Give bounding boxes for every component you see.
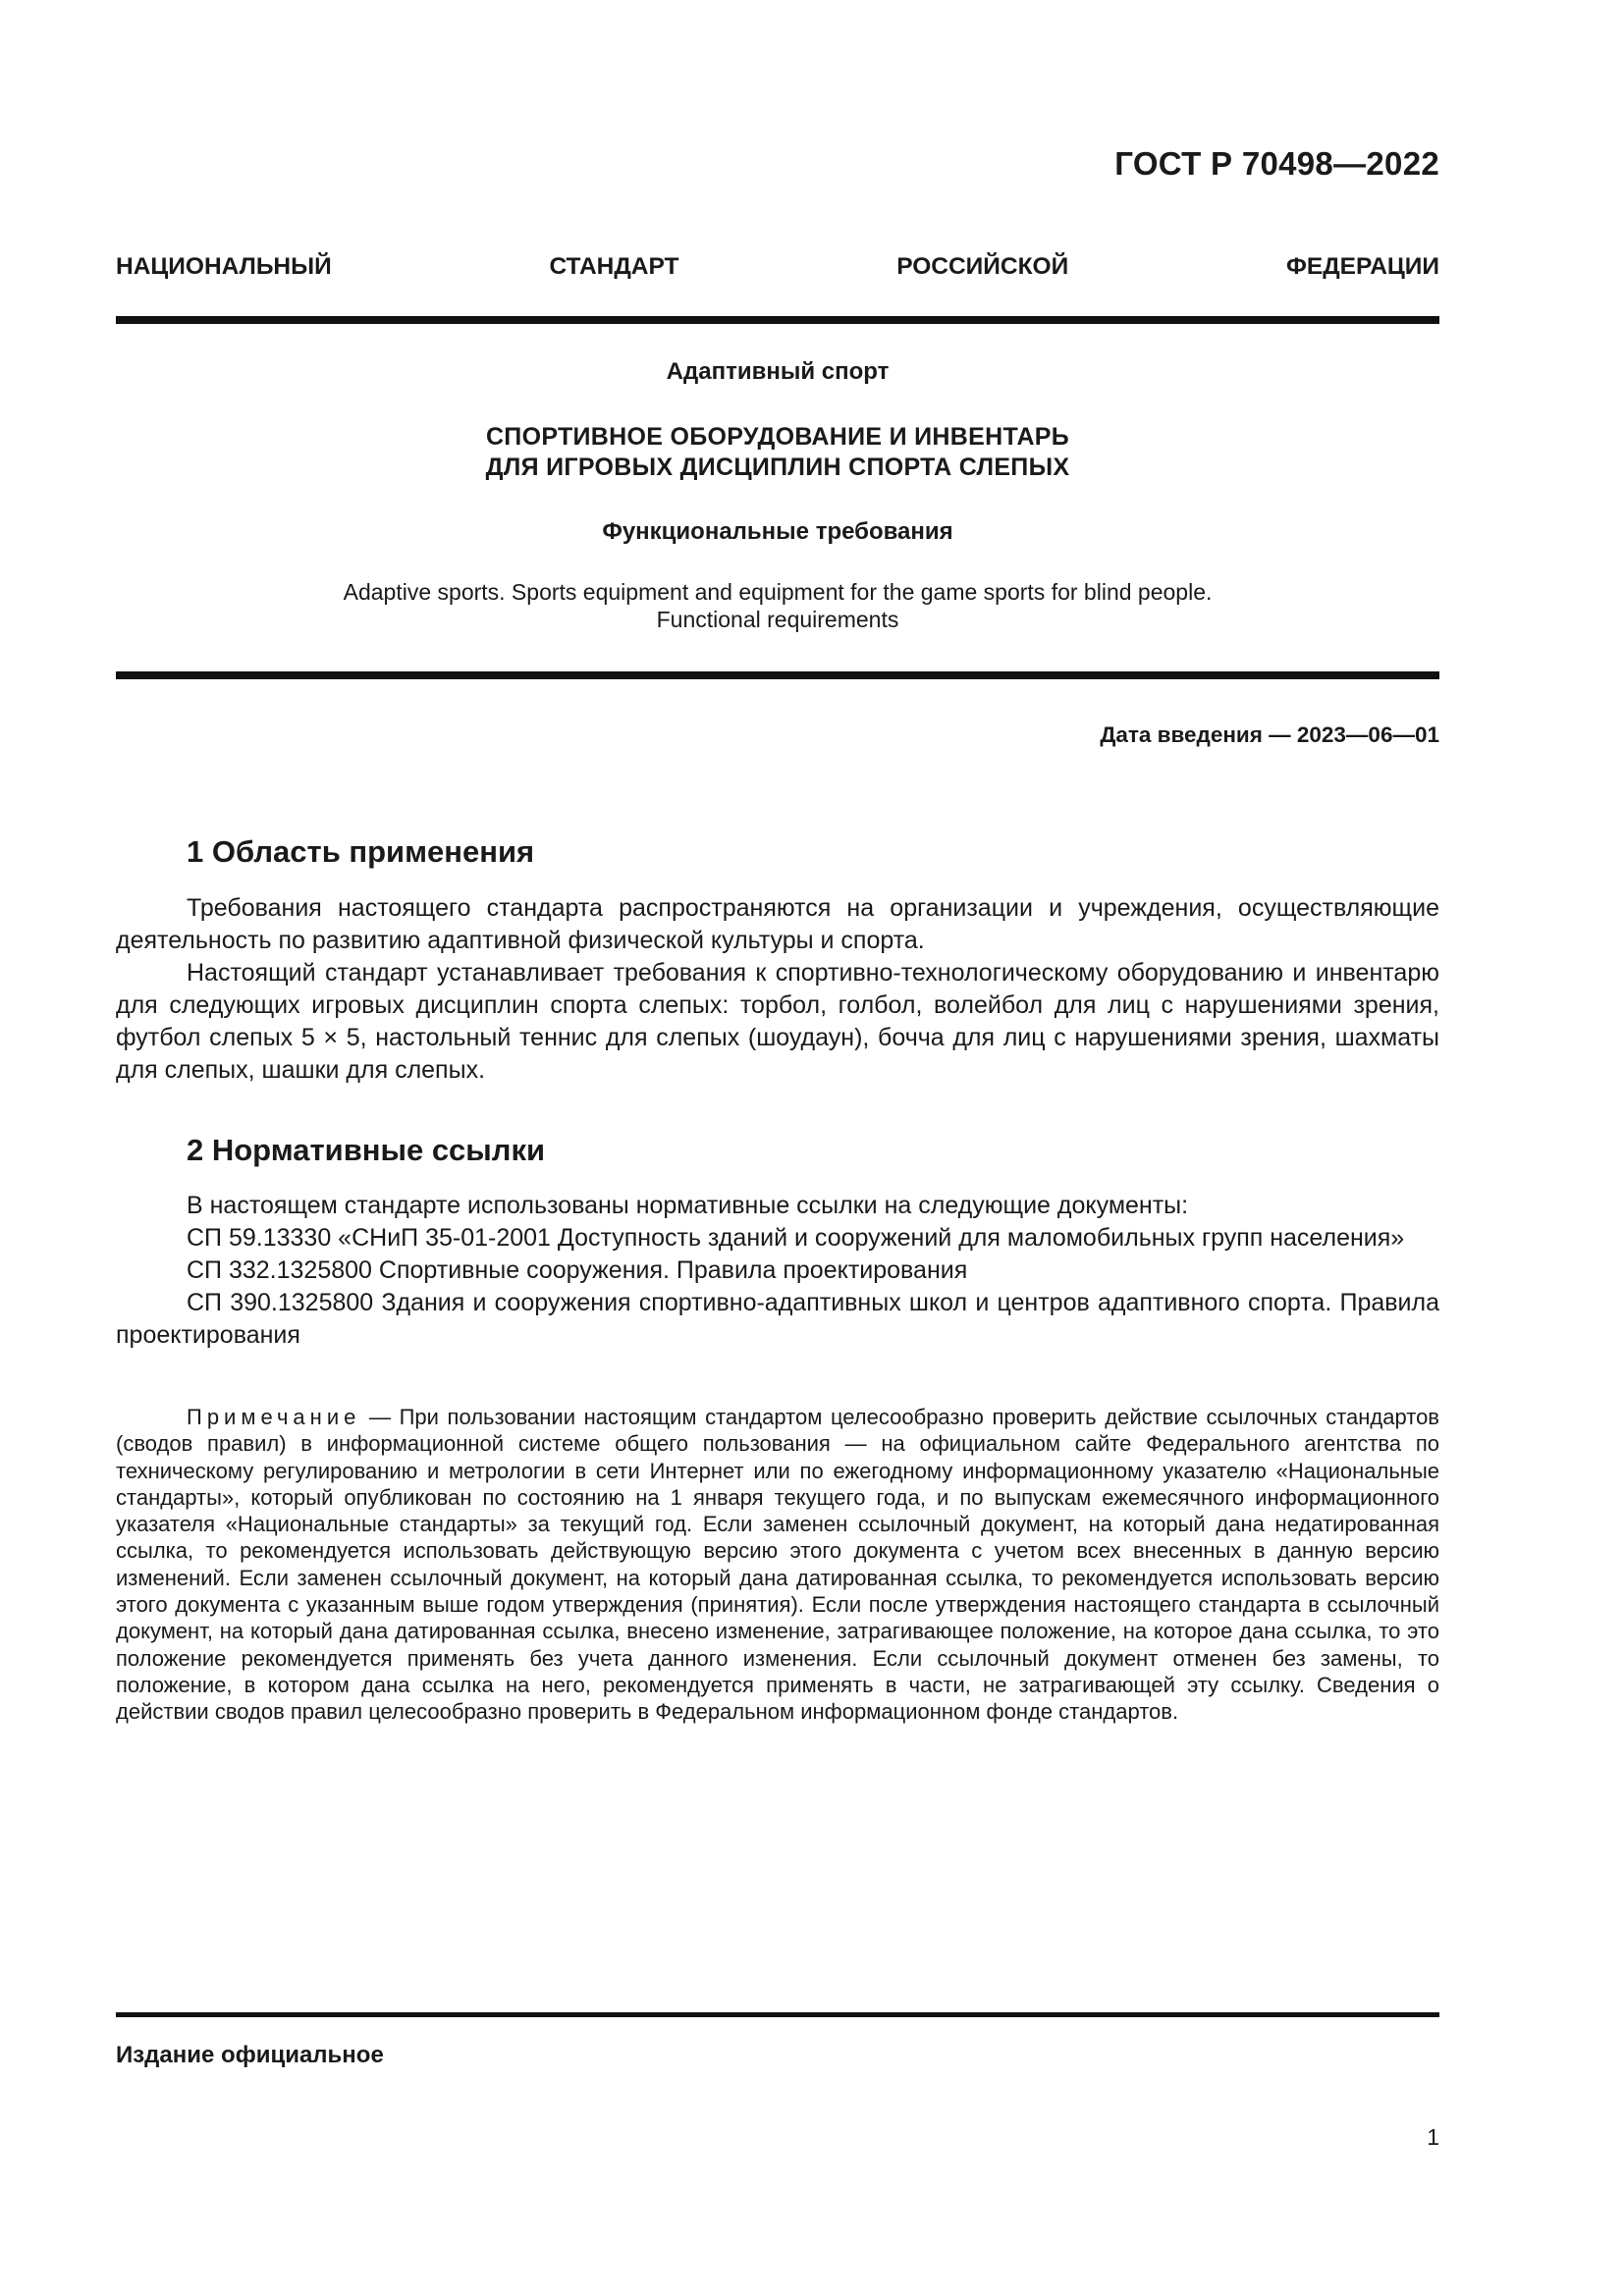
title-line-2: ДЛЯ ИГРОВЫХ ДИСЦИПЛИН СПОРТА СЛЕПЫХ xyxy=(485,454,1070,481)
footer-divider xyxy=(116,2012,1439,2017)
document-title xyxy=(116,422,1439,483)
normative-reference-2: СП 332.1325800 Спортивные сооружения. Правила проектирования xyxy=(187,1256,968,1284)
note-label: Примечание xyxy=(187,1405,361,1429)
english-title-line-2: Functional requirements xyxy=(656,607,899,632)
edition-label: Издание официальное xyxy=(116,2042,384,2068)
document-subtitle: Адаптивный спорт xyxy=(666,358,890,385)
note-text: — При пользовании настоящим стандартом целесообразно проверить действие ссылочных стандартов (сводов правил) в информационной системе общего пользования — на официальном сайте Федерального агентства по техническому регулированию и метрологии в сети Интернет или по ежегодному информационному указателю «Национальные стандарты», который опубликован по состоянию на 1 января текущего года, и по выпускам ежемесячного информационного указателя «Национальные стандарты» за текущий год. Если заменен ссылочный документ, на который дана недатированная ссылка, то рекомендуется использовать действующую версию этого документа с учетом всех внесенных в данную версию изменений. Если заменен ссылочный документ, на который дана датированная ссылка, то рекомендуется использовать версию этого документа с указанным выше годом утверждения (принятия). Если после утверждения настоящего стандарта в ссылочный документ, на который дана датированная ссылка, внесено изменение, затрагивающее положение, на которое дана ссылка, то это положение рекомендуется применять без учета данного изменения. Если ссылочный документ отменен без замены, то положение, в котором дана ссылка на него, рекомендуется применять в части, не затрагивающей эту ссылку. Сведения о действии сводов правил целесообразно проверить в Федеральном информационном фонде стандартов. xyxy=(116,1405,1439,1725)
section-1-body xyxy=(116,892,1439,1087)
title-divider xyxy=(116,671,1439,679)
section-2-intro: В настоящем стандарте использованы нормативные ссылки на следующие документы: xyxy=(187,1192,1189,1219)
document-part-title: Функциональные требования xyxy=(602,518,953,545)
section-2-note xyxy=(116,1404,1439,1726)
national-standard-banner: НАЦИОНАЛЬНЫЙ СТАНДАРТ РОССИЙСКОЙ ФЕДЕРАЦИИ xyxy=(116,253,1439,280)
standard-id: ГОСТ Р 70498—2022 xyxy=(1114,145,1439,182)
section-2-heading: 2 Нормативные ссылки xyxy=(187,1133,546,1167)
normative-reference-1: СП 59.13330 «СНиП 35-01-2001 Доступность зданий и сооружений для маломобильных групп населения» xyxy=(187,1224,1405,1252)
date-introduced: Дата введения — 2023—06—01 xyxy=(1100,722,1439,747)
section-1-heading: 1 Область применения xyxy=(187,834,535,869)
section-2-body xyxy=(116,1190,1439,1352)
section-1-paragraph-1: Требования настоящего стандарта распространяются на организации и учреждения, осуществляющие деятельность по развитию адаптивной физической культуры и спорта. xyxy=(116,894,1439,954)
top-divider xyxy=(116,316,1439,324)
section-1-paragraph-2: Настоящий стандарт устанавливает требования к спортивно-технологическому оборудованию и инвентарю для следующих игровых дисциплин спорта слепых: торбол, голбол, волейбол для лиц с нарушениями зрения, футбол слепых 5 × 5, настольный теннис для слепых (шоудаун), бочча для лиц с нарушениями зрения, шахматы для слепых, шашки для слепых. xyxy=(116,959,1439,1084)
normative-reference-3: СП 390.1325800 Здания и сооружения спортивно-адаптивных школ и центров адаптивного спорта. Правила проектирования xyxy=(116,1289,1439,1349)
page-number: 1 xyxy=(1427,2124,1439,2150)
title-line-1: СПОРТИВНОЕ ОБОРУДОВАНИЕ И ИНВЕНТАРЬ xyxy=(485,423,1070,451)
english-title xyxy=(116,578,1439,633)
english-title-line-1: Adaptive sports. Sports equipment and equipment for the game sports for blind people. xyxy=(343,579,1213,605)
